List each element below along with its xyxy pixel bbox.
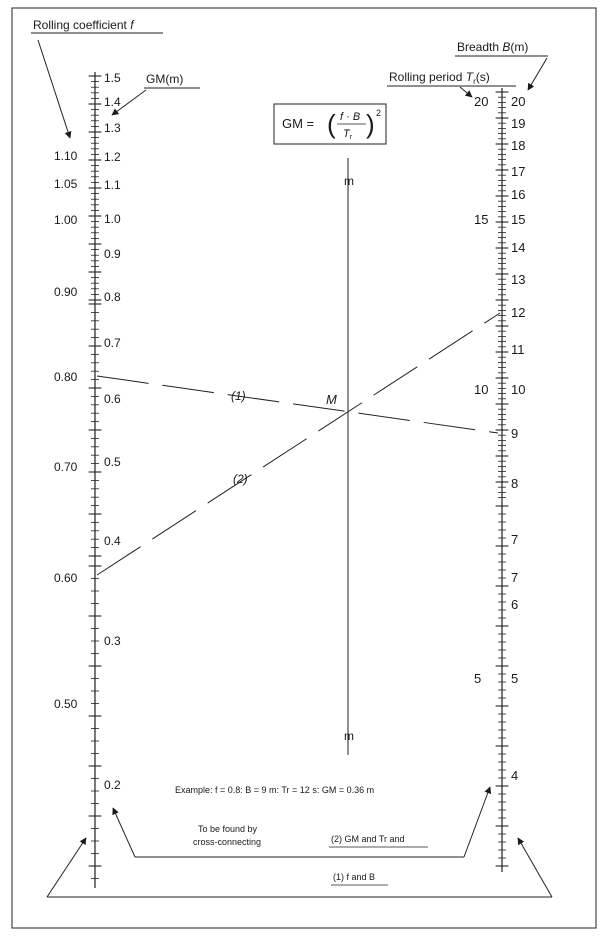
gm-tick-label: 1.2 — [104, 150, 121, 164]
tr-tick-label: 10 — [474, 382, 489, 397]
gm-tick-label: 0.6 — [104, 392, 121, 406]
b-tick-label: 5 — [511, 671, 519, 686]
gm-tick-label: 0.8 — [104, 290, 121, 304]
b-tick-label: 9 — [511, 426, 519, 441]
gm-tick-label: 1.3 — [104, 121, 121, 135]
f-tick-label: 1.00 — [54, 213, 78, 227]
f-tick-label: 0.60 — [54, 571, 78, 585]
b-tick-label: 14 — [511, 240, 526, 255]
b-tick-label: 7 — [511, 532, 519, 547]
f-tick-label: 0.80 — [54, 370, 78, 384]
point-m-label: M — [326, 392, 337, 407]
b-tick-label: 10 — [511, 382, 526, 397]
bracket-1 — [47, 838, 552, 897]
b-tick-label: 19 — [511, 116, 526, 131]
breadth-arrow — [528, 58, 547, 90]
b-tick-label: 16 — [511, 187, 526, 202]
svg-text:Tr: Tr — [343, 128, 353, 141]
gm-tick-label: 0.4 — [104, 534, 121, 548]
f-tick-label: 0.90 — [54, 285, 78, 299]
tr-tick-label: 5 — [474, 671, 482, 686]
example-text: Example: f = 0.8: B = 9 m: Tr = 12 s: GM = 0.36 m — [175, 785, 375, 795]
rolling-period-label — [387, 70, 516, 86]
b-tick-label: 8 — [511, 476, 519, 491]
rolling-coefficient-arrow — [38, 40, 70, 138]
gm-tick-label: 0.5 — [104, 455, 121, 469]
line-2-label: (2) — [233, 472, 248, 486]
b-tick-label: 17 — [511, 164, 526, 179]
gm-tick-label: 1.1 — [104, 178, 121, 192]
found-by-line-2: cross-connecting — [193, 837, 262, 847]
b-tick-label: 20 — [511, 94, 526, 109]
tr-tick-label: 15 — [474, 212, 489, 227]
gm-tick-label: 0.7 — [104, 336, 121, 350]
b-tick-label: 6 — [511, 597, 519, 612]
line-1-label: (1) — [231, 389, 246, 403]
svg-text:Rolling period Tr(s): Rolling period $T_r(s)$ — [389, 70, 490, 86]
gm-axis-label — [144, 72, 200, 88]
svg-text:): ) — [366, 109, 375, 139]
f-tick-label: 0.70 — [54, 460, 78, 474]
f-tick-label: 1.05 — [54, 177, 78, 191]
gm-tick-label: 1.5 — [104, 71, 121, 85]
b-scale — [511, 94, 525, 783]
found-by-line-1: To be found by — [198, 824, 258, 834]
instruction-2: (2) GM and Tr and — [331, 834, 405, 844]
svg-text:2: 2 — [376, 108, 382, 118]
breadth-label — [455, 40, 548, 56]
gm-tick-label: 1.0 — [104, 212, 121, 226]
b-tick-label: 11 — [511, 342, 525, 357]
svg-text:f · B: f · B — [340, 111, 361, 123]
svg-text:GM =: GM = — [282, 116, 315, 131]
f-tick-label: 0.50 — [54, 697, 78, 711]
f-tick-label: 1.10 — [54, 149, 78, 163]
cross-line-1 — [97, 376, 498, 433]
rolling-period-arrow — [460, 87, 472, 97]
cross-line-2 — [97, 313, 500, 575]
b-tick-label: 7 — [511, 570, 519, 585]
svg-text:(: ( — [327, 109, 336, 139]
gm-tick-label: 0.3 — [104, 634, 121, 648]
b-tick-label: 12 — [511, 305, 526, 320]
b-tick-label: 4 — [511, 768, 519, 783]
svg-text:GM(m): GM(m) — [146, 72, 184, 86]
svg-text:Rolling coefficient f: Rolling coefficient f — [33, 18, 134, 32]
gm-scale — [104, 71, 121, 792]
instruction-1: (1) f and B — [333, 872, 376, 882]
b-tick-label: 13 — [511, 272, 526, 287]
tr-scale — [474, 94, 488, 686]
svg-text:Breadth B(m): Breadth B(m) — [457, 40, 529, 54]
formula-box — [274, 104, 386, 144]
bracket-2 — [113, 787, 490, 857]
gm-tick-label: 1.4 — [104, 95, 121, 109]
gm-tick-label: 0.2 — [104, 778, 121, 792]
rolling-coefficient-label — [31, 18, 163, 33]
gm-tick-label: 0.9 — [104, 247, 121, 261]
tr-tick-label: 20 — [474, 94, 489, 109]
center-m-top: m — [344, 174, 354, 188]
b-tick-label: 18 — [511, 138, 526, 153]
f-scale — [54, 149, 78, 711]
b-tick-label: 15 — [511, 212, 526, 227]
center-m-bottom: m — [344, 729, 354, 743]
